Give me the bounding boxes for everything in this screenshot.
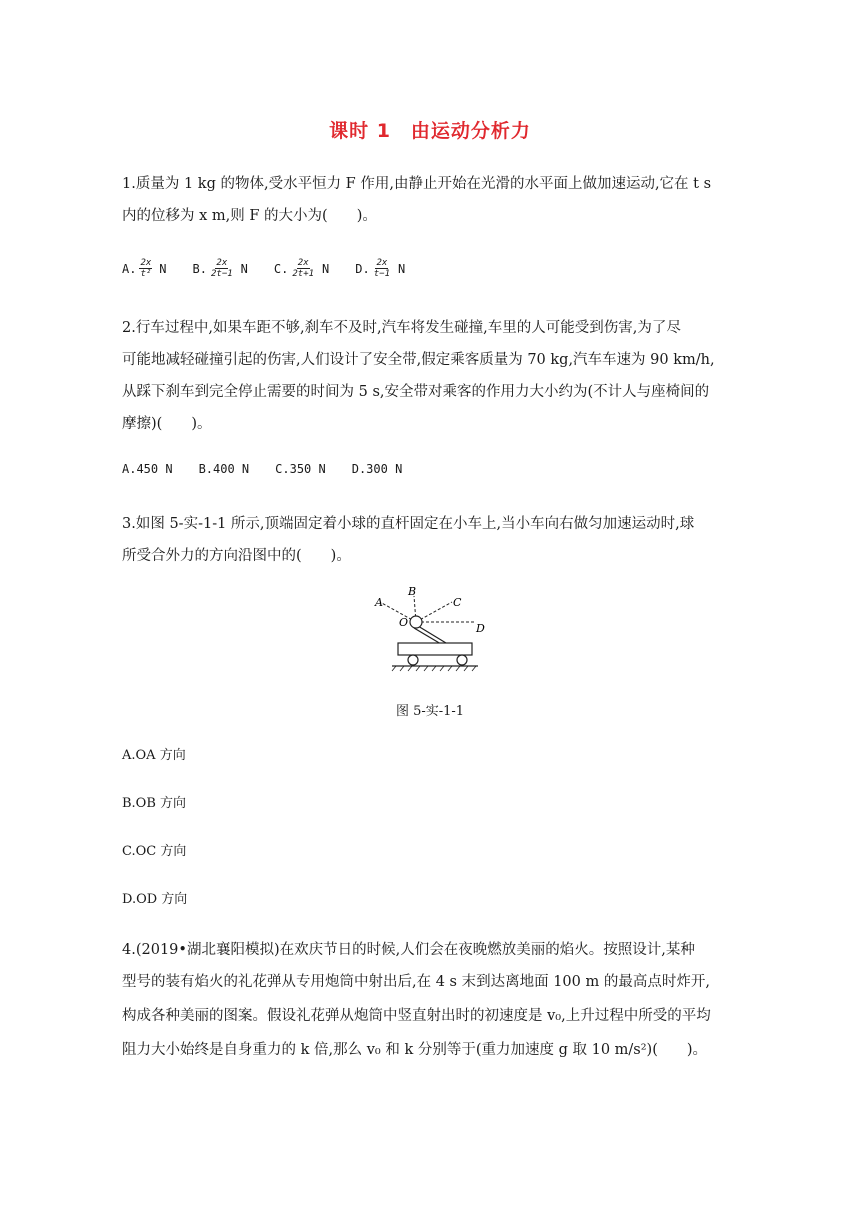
- q3-line2: 所受合外力的方向沿图中的( )。: [122, 548, 351, 564]
- q4-line1: 4.(2019•湖北襄阳模拟)在欢庆节日的时候,人们会在夜晚燃放美丽的焰火。按照设计,某种: [122, 942, 695, 958]
- q2-option-b: B.400 N: [198, 462, 250, 476]
- label-b: B: [408, 585, 417, 598]
- label-a: A: [375, 596, 383, 609]
- q1-option-b-label: B.: [192, 261, 207, 276]
- figure-caption: 图 5-实-1-1: [395, 704, 465, 719]
- q4-line3: 构成各种美丽的图案。假设礼花弹从炮筒中竖直射出时的初速度是 v₀,上升过程中所受的平均: [122, 1008, 711, 1024]
- q1-option-b: [193, 258, 248, 279]
- q1-option-d: [355, 258, 405, 279]
- q1-option-c-label: C.: [273, 261, 289, 276]
- q4-line2: 型号的装有焰火的礼花弹从专用炮筒中射出后,在 4 s 末到达离地面 100 m 的最高点时炸开,: [122, 974, 710, 990]
- q1-option-b-num: 2x: [216, 258, 228, 268]
- q2-options: [122, 462, 428, 476]
- cart-body: [398, 643, 472, 655]
- q1-stem-line2: 内的位移为 x m,则 F 的大小为( )。: [122, 208, 377, 224]
- q1-option-c-num: 2x: [297, 258, 309, 268]
- q2-line2: 可能地减轻碰撞引起的伤害,人们设计了安全带,假定乘客质量为 70 kg,汽车车速为 90 km/h,: [122, 352, 715, 368]
- ball-icon: [410, 616, 422, 628]
- ground-hatching: [392, 666, 476, 671]
- q3-option-b: B.OB 方向: [122, 796, 187, 811]
- q1-option-d-fraction: [373, 258, 391, 279]
- q2-line1: 2.行车过程中,如果车距不够,刹车不及时,汽车将发生碰撞,车里的人可能受到伤害,为了尽: [122, 320, 681, 336]
- label-d: D: [476, 622, 485, 635]
- q2-option-c: C.350 N: [275, 462, 326, 476]
- q1-option-a: [122, 258, 167, 279]
- q1-option-c-den: 2t+1: [292, 269, 315, 279]
- label-o: O: [399, 616, 409, 629]
- cart-wheel-left: [408, 655, 418, 665]
- q2-option-a: A.450 N: [122, 462, 173, 476]
- cart-rod-ball-diagram: [366, 582, 496, 674]
- q1-stem-line1: 1.质量为 1 kg 的物体,受水平恒力 F 作用,由静止开始在光滑的水平面上做加速运动,它在 t s: [122, 176, 712, 192]
- q1-option-a-den: t²: [140, 269, 152, 279]
- q1-option-c: [274, 258, 329, 279]
- q1-option-c-unit: N: [322, 261, 330, 276]
- q1-option-d-den: t−1: [373, 269, 390, 279]
- q1-option-b-fraction: [210, 258, 234, 279]
- q1-option-d-num: 2x: [376, 258, 388, 268]
- q3-line1: 3.如图 5-实-1-1 所示,顶端固定着小球的直杆固定在小车上,当小车向右做匀加速运动时,球: [122, 516, 695, 532]
- rod-edge-1: [418, 626, 446, 643]
- q3-option-d: D.OD 方向: [122, 892, 188, 907]
- q1-option-b-den: 2t−1: [210, 269, 233, 279]
- q2-line3: 从踩下刹车到完全停止需要的时间为 5 s,安全带对乘客的作用力大小约为(不计人与座椅间的: [122, 384, 710, 400]
- q2-line4: 摩擦)( )。: [122, 416, 212, 432]
- page-title: 课时 1 由运动分析力: [329, 120, 531, 142]
- q1-option-b-unit: N: [240, 261, 248, 276]
- q1-options: [122, 258, 431, 279]
- rod-edge-2: [414, 628, 441, 644]
- cart-wheel-right: [457, 655, 467, 665]
- q3-option-a: A.OA 方向: [122, 748, 186, 763]
- q2-option-d: D.300 N: [351, 462, 403, 476]
- q1-option-c-fraction: [291, 258, 315, 279]
- q3-option-c: C.OC 方向: [122, 844, 187, 859]
- q1-option-a-label: A.: [122, 261, 137, 276]
- q4-line4: 阻力大小始终是自身重力的 k 倍,那么 v₀ 和 k 分别等于(重力加速度 g 取 10 m/s²)( )。: [122, 1042, 708, 1058]
- q1-option-a-num: 2x: [140, 258, 152, 268]
- label-c: C: [453, 596, 462, 609]
- q1-option-a-fraction: [139, 258, 152, 279]
- q1-option-a-unit: N: [159, 261, 167, 276]
- q1-option-d-unit: N: [398, 261, 406, 276]
- q1-option-d-label: D.: [355, 261, 370, 276]
